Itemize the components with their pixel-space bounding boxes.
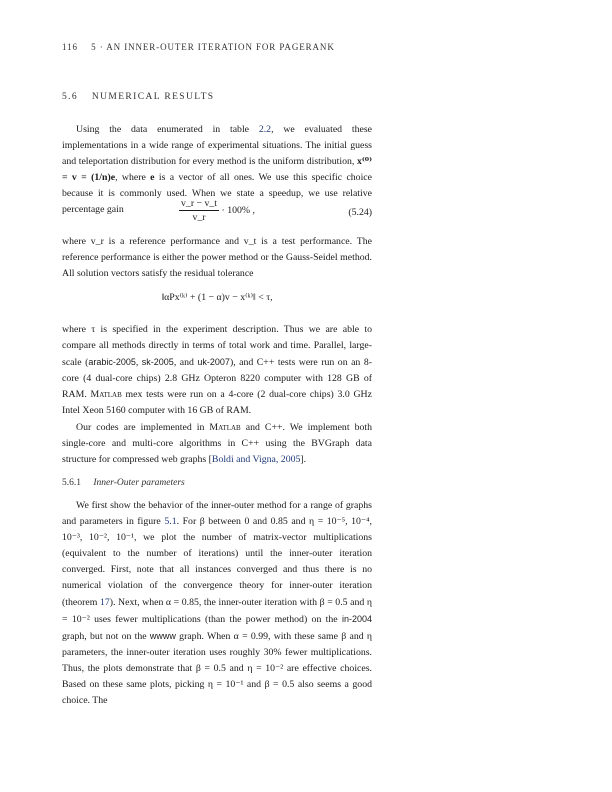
section-heading [62, 92, 214, 102]
matlab-name: Matlab [90, 389, 122, 401]
citation-link[interactable]: Boldi and Vigna, 2005 [211, 453, 301, 465]
text: , and [173, 357, 198, 369]
residual-equation: ‖αPx⁽ᵏ⁾ + (1 − α)v − x⁽ᵏ⁾‖ < τ, [161, 292, 273, 303]
text: ), and C++ tests were run on an 8-core (4 dual-core chips) 2.8 GHz Opteron 8220 computer with 128 GB of RAM. [62, 357, 372, 401]
paragraph-setup [62, 322, 372, 468]
graph-name: uk-2007 [197, 357, 230, 368]
subsection-title: Inner-Outer parameters [93, 478, 185, 488]
inline-equation: x⁽⁰⁾ = v = (1/n)e [62, 156, 372, 184]
figure-ref-link[interactable]: 5.1 [164, 516, 177, 528]
graph-name: in-2004 [341, 613, 372, 624]
section-title: NUMERICAL RESULTS [91, 92, 215, 102]
text: is a vector of all ones. We use this specific choice because it is commonly used. When we state a speedup, we use relative percentage gain [62, 172, 373, 216]
text: . For β between 0 and 0.85 and η = 10⁻⁵, 10⁻⁴, 10⁻³, 10⁻², 10⁻¹, we plot the number of matrix-vector multiplications (equivalent to the number of iterations) until the inner-outer iteration converged. First, note that all instances converged and thus there is no numerical violation of the convergence theory for inner-outer iteration (theorem [62, 516, 372, 608]
chapter-title: 5 · AN INNER-OUTER ITERATION FOR PAGERANK [91, 42, 335, 52]
text: mex tests were run on a 4-core (2 dual-core chips) 3.0 GHz Intel Xeon 5160 computer with 16 GB of RAM. [62, 389, 372, 417]
equation-5-24 [62, 198, 372, 223]
text: and C++. We implement both single-core and multi-core algorithms in C++ using the BVGraph data structure for compressed web graphs [ [62, 421, 372, 465]
fraction-denominator: v_r [192, 212, 206, 223]
text: Our codes are implemented in [76, 421, 210, 433]
text: where τ is specified in the experiment description. Thus we are able to compare all methods directly in terms of total work and time. Parallel, large-scale ( [62, 324, 372, 369]
paragraph-reference [62, 234, 372, 282]
text: ]. [300, 453, 307, 465]
text: where v_r is a reference performance and v_t is a test performance. The reference performance is either the power method or the Gauss-Seidel method. All solution vectors satisfy the residual tolerance [62, 236, 372, 280]
fraction-numerator: v_r − v_t [181, 198, 218, 209]
vector-e: e [150, 172, 155, 184]
page-number: 116 [62, 42, 78, 52]
equation-residual [62, 292, 372, 303]
text: Using the data enumerated in table [76, 124, 259, 135]
table-ref-link[interactable]: 2.2 [258, 124, 272, 135]
text: , where [115, 172, 151, 184]
text: We first show the behavior of the inner-outer method for a range of graphs and parameters in figure [62, 500, 372, 528]
theorem-ref-link[interactable]: 17 [99, 596, 110, 608]
graph-name: wwww [149, 630, 176, 641]
graph-name: arabic-2005 [88, 357, 136, 368]
matlab-name: Matlab [209, 421, 241, 433]
paragraph-inner-outer [62, 498, 372, 709]
text: , we evaluated these implementations in a wide range of experimental situations. The initial guess and teleportation distribution for every method is the uniform distribution, [62, 124, 372, 168]
section-number: 5.6 [62, 92, 79, 102]
graph-name: sk-2005 [141, 357, 174, 368]
equation-rest: · 100% , [221, 204, 255, 216]
text: graph. When α = 0.99, with these same β and η parameters, the inner-outer iteration uses roughly 30% fewer multiplications. Thus, the plots demonstrate that β = 0.5 and η = 10⁻² are effective choices. Based on these same plots, picking η = 10⁻¹ and β = 0.5 also seems a good choice. The [62, 630, 373, 707]
subsection-number: 5.6.1 [62, 478, 81, 488]
text: , [135, 357, 142, 369]
running-header [62, 42, 335, 52]
text: ). Next, when α = 0.85, the inner-outer iteration with β = 0.5 and η = 10⁻² uses fewer multiplications (than the power method) on the [62, 596, 372, 625]
subsection-heading [62, 478, 185, 488]
fraction [179, 198, 219, 223]
equation-number: (5.24) [348, 207, 372, 218]
text: graph, but not on the [62, 630, 150, 642]
